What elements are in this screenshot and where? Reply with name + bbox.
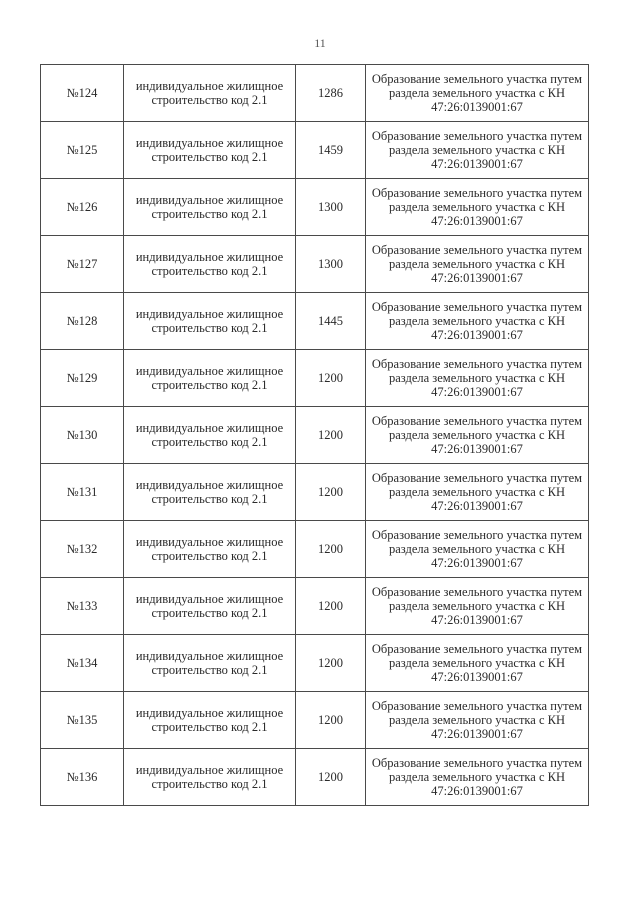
plot-number-cell: №132 [41,521,124,578]
permitted-use-line: строительство код 2.1 [151,720,268,734]
plot-number-cell: №128 [41,293,124,350]
formation-method-line: Образование земельного участка путем [371,300,583,314]
area-cell: 1200 [296,578,366,635]
cadastral-number: 47:26:0139001:67 [431,328,523,342]
permitted-use-cell [124,749,296,806]
cadastral-number: 47:26:0139001:67 [431,499,523,513]
permitted-use-line: строительство код 2.1 [151,435,268,449]
plot-number-cell: №136 [41,749,124,806]
formation-method-line: раздела земельного участка с КН [388,371,566,385]
permitted-use-line: индивидуальное жилищное [135,421,284,435]
formation-method-cell [366,293,589,350]
formation-method-cell [366,236,589,293]
permitted-use-cell [124,578,296,635]
cadastral-number: 47:26:0139001:67 [431,727,523,741]
plot-number-cell: №126 [41,179,124,236]
area-cell: 1200 [296,521,366,578]
formation-method-line: Образование земельного участка путем [371,72,583,86]
permitted-use-line: индивидуальное жилищное [135,193,284,207]
formation-method-cell [366,179,589,236]
formation-method-cell [366,407,589,464]
area-cell: 1200 [296,464,366,521]
table-row [41,635,589,692]
formation-method-line: раздела земельного участка с КН [388,200,566,214]
formation-method-line: раздела земельного участка с КН [388,143,566,157]
formation-method-line: раздела земельного участка с КН [388,770,566,784]
formation-method-line: Образование земельного участка путем [371,357,583,371]
plot-number-cell: №134 [41,635,124,692]
permitted-use-line: индивидуальное жилищное [135,136,284,150]
plot-number-cell: №135 [41,692,124,749]
formation-method-line: Образование земельного участка путем [371,129,583,143]
plot-number-cell: №131 [41,464,124,521]
permitted-use-line: индивидуальное жилищное [135,250,284,264]
permitted-use-cell [124,692,296,749]
table-row [41,350,589,407]
formation-method-line: Образование земельного участка путем [371,471,583,485]
permitted-use-line: строительство код 2.1 [151,321,268,335]
table-row [41,578,589,635]
formation-method-cell [366,521,589,578]
table-row [41,521,589,578]
permitted-use-line: строительство код 2.1 [151,378,268,392]
formation-method-cell [366,122,589,179]
permitted-use-line: строительство код 2.1 [151,150,268,164]
formation-method-line: Образование земельного участка путем [371,756,583,770]
formation-method-line: раздела земельного участка с КН [388,485,566,499]
permitted-use-cell [124,350,296,407]
cadastral-number: 47:26:0139001:67 [431,214,523,228]
plot-number-cell: №127 [41,236,124,293]
plot-number-cell: №124 [41,65,124,122]
permitted-use-cell [124,464,296,521]
formation-method-line: Образование земельного участка путем [371,414,583,428]
formation-method-line: раздела земельного участка с КН [388,656,566,670]
formation-method-line: раздела земельного участка с КН [388,599,566,613]
permitted-use-cell [124,236,296,293]
cadastral-number: 47:26:0139001:67 [431,442,523,456]
cadastral-number: 47:26:0139001:67 [431,784,523,798]
formation-method-line: раздела земельного участка с КН [388,542,566,556]
table-row [41,65,589,122]
table-row [41,236,589,293]
formation-method-line: Образование земельного участка путем [371,186,583,200]
formation-method-line: раздела земельного участка с КН [388,86,566,100]
permitted-use-line: строительство код 2.1 [151,549,268,563]
cadastral-number: 47:26:0139001:67 [431,157,523,171]
land-plot-table [40,64,589,806]
permitted-use-line: строительство код 2.1 [151,606,268,620]
formation-method-line: Образование земельного участка путем [371,243,583,257]
permitted-use-line: индивидуальное жилищное [135,592,284,606]
formation-method-line: раздела земельного участка с КН [388,257,566,271]
table-row [41,464,589,521]
permitted-use-cell [124,521,296,578]
table-row [41,293,589,350]
formation-method-cell [366,749,589,806]
area-cell: 1459 [296,122,366,179]
permitted-use-cell [124,65,296,122]
table-row [41,692,589,749]
table-row [41,749,589,806]
permitted-use-cell [124,407,296,464]
permitted-use-line: индивидуальное жилищное [135,763,284,777]
formation-method-cell [366,65,589,122]
plot-number-cell: №125 [41,122,124,179]
cadastral-number: 47:26:0139001:67 [431,385,523,399]
formation-method-cell [366,692,589,749]
table-row [41,179,589,236]
permitted-use-line: индивидуальное жилищное [135,79,284,93]
plot-number-cell: №133 [41,578,124,635]
permitted-use-line: строительство код 2.1 [151,93,268,107]
permitted-use-cell [124,179,296,236]
table-row [41,122,589,179]
cadastral-number: 47:26:0139001:67 [431,613,523,627]
permitted-use-line: индивидуальное жилищное [135,478,284,492]
permitted-use-line: индивидуальное жилищное [135,307,284,321]
plot-number-cell: №129 [41,350,124,407]
area-cell: 1200 [296,692,366,749]
permitted-use-line: строительство код 2.1 [151,663,268,677]
formation-method-line: раздела земельного участка с КН [388,428,566,442]
permitted-use-cell [124,293,296,350]
area-cell: 1200 [296,350,366,407]
cadastral-number: 47:26:0139001:67 [431,556,523,570]
permitted-use-line: индивидуальное жилищное [135,364,284,378]
permitted-use-line: строительство код 2.1 [151,492,268,506]
permitted-use-cell [124,122,296,179]
cadastral-number: 47:26:0139001:67 [431,100,523,114]
permitted-use-line: индивидуальное жилищное [135,649,284,663]
permitted-use-cell [124,635,296,692]
permitted-use-line: строительство код 2.1 [151,777,268,791]
formation-method-line: Образование земельного участка путем [371,585,583,599]
formation-method-line: Образование земельного участка путем [371,699,583,713]
formation-method-cell [366,635,589,692]
permitted-use-line: строительство код 2.1 [151,264,268,278]
formation-method-line: Образование земельного участка путем [371,642,583,656]
formation-method-line: раздела земельного участка с КН [388,713,566,727]
area-cell: 1300 [296,179,366,236]
permitted-use-line: индивидуальное жилищное [135,706,284,720]
plot-number-cell: №130 [41,407,124,464]
area-cell: 1200 [296,749,366,806]
page-number: 11 [314,36,326,50]
permitted-use-line: индивидуальное жилищное [135,535,284,549]
table-row [41,407,589,464]
area-cell: 1200 [296,407,366,464]
formation-method-line: Образование земельного участка путем [371,528,583,542]
area-cell: 1200 [296,635,366,692]
formation-method-cell [366,464,589,521]
cadastral-number: 47:26:0139001:67 [431,670,523,684]
formation-method-line: раздела земельного участка с КН [388,314,566,328]
formation-method-cell [366,578,589,635]
area-cell: 1445 [296,293,366,350]
area-cell: 1286 [296,65,366,122]
cadastral-number: 47:26:0139001:67 [431,271,523,285]
formation-method-cell [366,350,589,407]
permitted-use-line: строительство код 2.1 [151,207,268,221]
area-cell: 1300 [296,236,366,293]
